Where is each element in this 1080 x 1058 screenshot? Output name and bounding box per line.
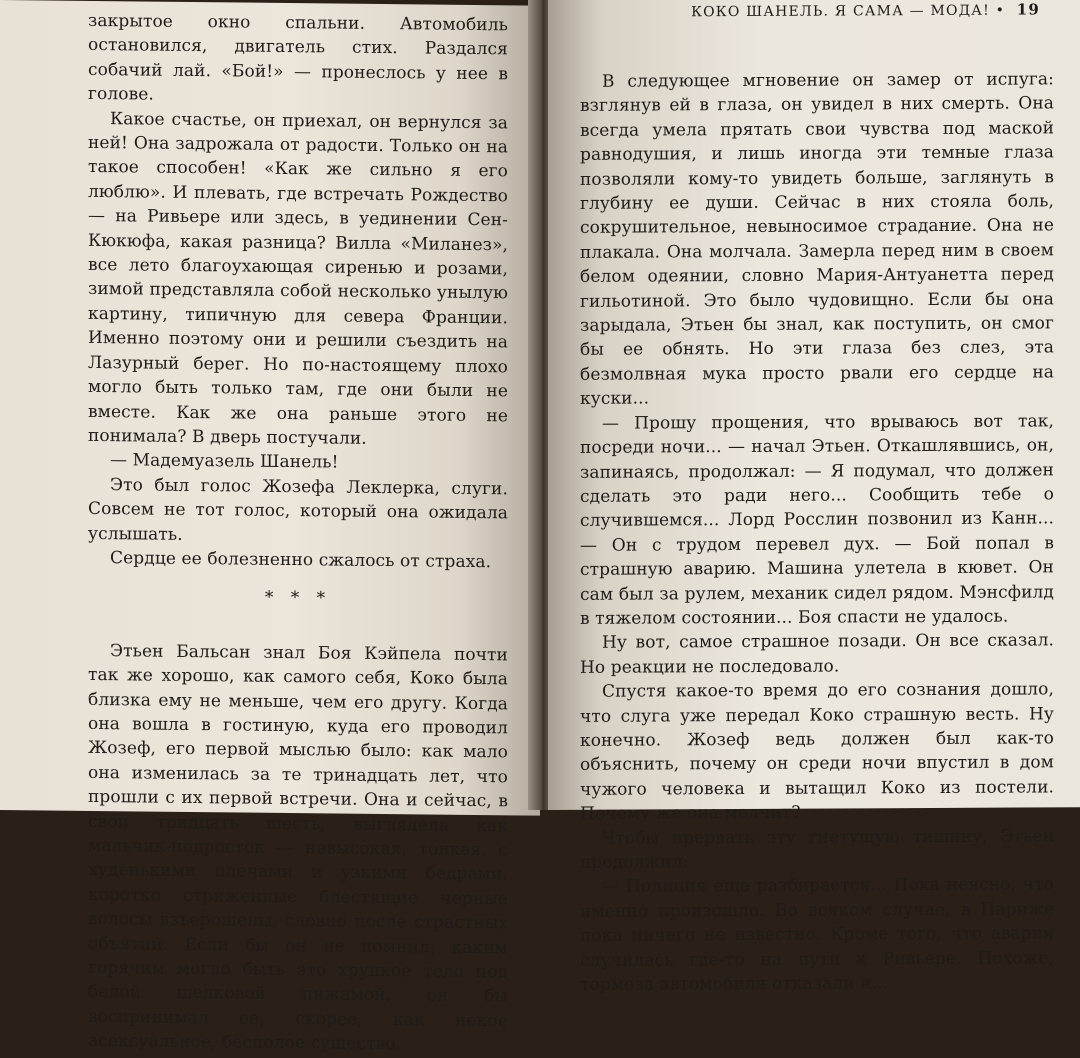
header-bullet: • (995, 2, 1006, 19)
paragraph: Какое счастье, он приехал, он вернулся за ней! Она задрожала от радости. Только он на такое способен! «Как же сильно я его люблю». И плевать, где встречать Рождество — на Ривьере или здесь, в уединении Сен-Кюкюфа, какая разница? Вилла «Миланез», все лето благоухающая сиренью и розами, зимой представляла собой несколько унылую картину, типичную для севера Франции. Именно поэтому они и решили съездить на Лазурный берег. Но по-настоящему плохо могло быть только там, где они были не вместе. Как же она раньше этого не понимала? В дверь постучали. (88, 108, 508, 449)
paragraph: В следующее мгновение он замер от испуга: взглянув ей в глаза, он увидел в них смерть. Она всегда умела прятать свои чувства под маской равнодушия, и лишь иногда эти темные глаза позволяли кому-то увидеть больше, заглянуть в глубину ее души. Сейчас в них стояла боль, сокрушительное, невыносимое страдание. Она не плакала. Она молчала. Замерла перед ним в своем белом одеянии, словно Мария-Антуанетта перед гильотиной. Это было чудовищно. Если бы она зарыдала, Этьен бы знал, как поступить, он смог бы ее обнять. Но эти глаза без слез, эта безмолвная мука просто рвали его сердце на куски... (580, 69, 1054, 410)
paragraph: Сердце ее болезненно сжалось от страха. (110, 548, 492, 573)
left-book-page (0, 0, 540, 1055)
section-separator: * * * (264, 588, 332, 609)
paragraph: Чтобы прервать эту гнетущую тишину, Этьен продолжил: (580, 825, 1054, 873)
right-book-page (548, 0, 1080, 995)
paragraph: Это был голос Жозефа Леклерка, слуги. Совсем не тот голос, который она ожидала услышать. (88, 474, 508, 545)
running-header-title: КОКО ШАНЕЛЬ. Я САМА — МОДА! (691, 2, 990, 21)
page-number: 19 (1016, 0, 1040, 19)
paragraph: — Мадемуазель Шанель! (110, 450, 339, 473)
paragraph: Этьен Бальсан знал Боя Кэйпела почти так же хорошо, как самого себя, Коко была близка ему не меньше, чем его другу. Когда она вошла в гостиную, куда его проводил Жозеф, его первой мыслью было: как мало она изменилась за те тринадцать лет, что прошли с их первой встречи. Она и сейчас, в свои тридцать шесть, выглядела как мальчик-подросток — невысокая, тонкая, с худенькими плечами и узкими бедрами, коротко стриженные блестящие черные волосы взъерошены, словно после страстных объятий. Если бы он не помнил, каким горячим могло быть это хрупкое тело под белой шелковой пижамой, он бы воспринимал ее, скорее, как некое асексуальное, бесполое существо. (88, 640, 508, 1055)
paragraph: — Полиция еще разбирается... Пока неясно, что именно произошло. Во всяком случае, в Париже пока ничего не известно. Кроме того, что авария случилась где-то на пути к Ривьере. Похоже, тормоза автомобиля отказали и... (580, 874, 1054, 995)
paragraph: Спустя какое-то время до его сознания дошло, что слуга уже передал Коко страшную весть. Ну конечно. Жозеф ведь должен был как-то объяснить, почему он среди ночи впустил в дом чужого человека и вытащил Коко из постели. Почему же она молчит? (580, 679, 1054, 825)
paragraph: — Прошу прощения, что врываюсь вот так, посреди ночи... — начал Этьен. Откашлявшись, он, запинаясь, продолжал: — Я подумал, что должен сделать это ради него... Сообщить тебе о случившемся... Лорд Росслин позвонил из Канн... — Он с трудом перевел дух. — Бой попал в страшную аварию. Машина улетела в кювет. Он сам был за рулем, механик сидел рядом. Мэнсфилд в тяжелом состоянии... Боя спасти не удалось. (580, 411, 1054, 629)
paragraph: закрытое окно спальни. Автомобиль остановился, двигатель стих. Раздался собачий лай. «Бой!» — пронеслось у нее в голове. (88, 10, 508, 105)
right-page-text (580, 67, 1054, 997)
running-header (680, 0, 1040, 20)
left-page-text (88, 9, 508, 1058)
paragraph: Ну вот, самое страшное позади. Он все сказал. Но реакции не последовало. (580, 630, 1054, 678)
